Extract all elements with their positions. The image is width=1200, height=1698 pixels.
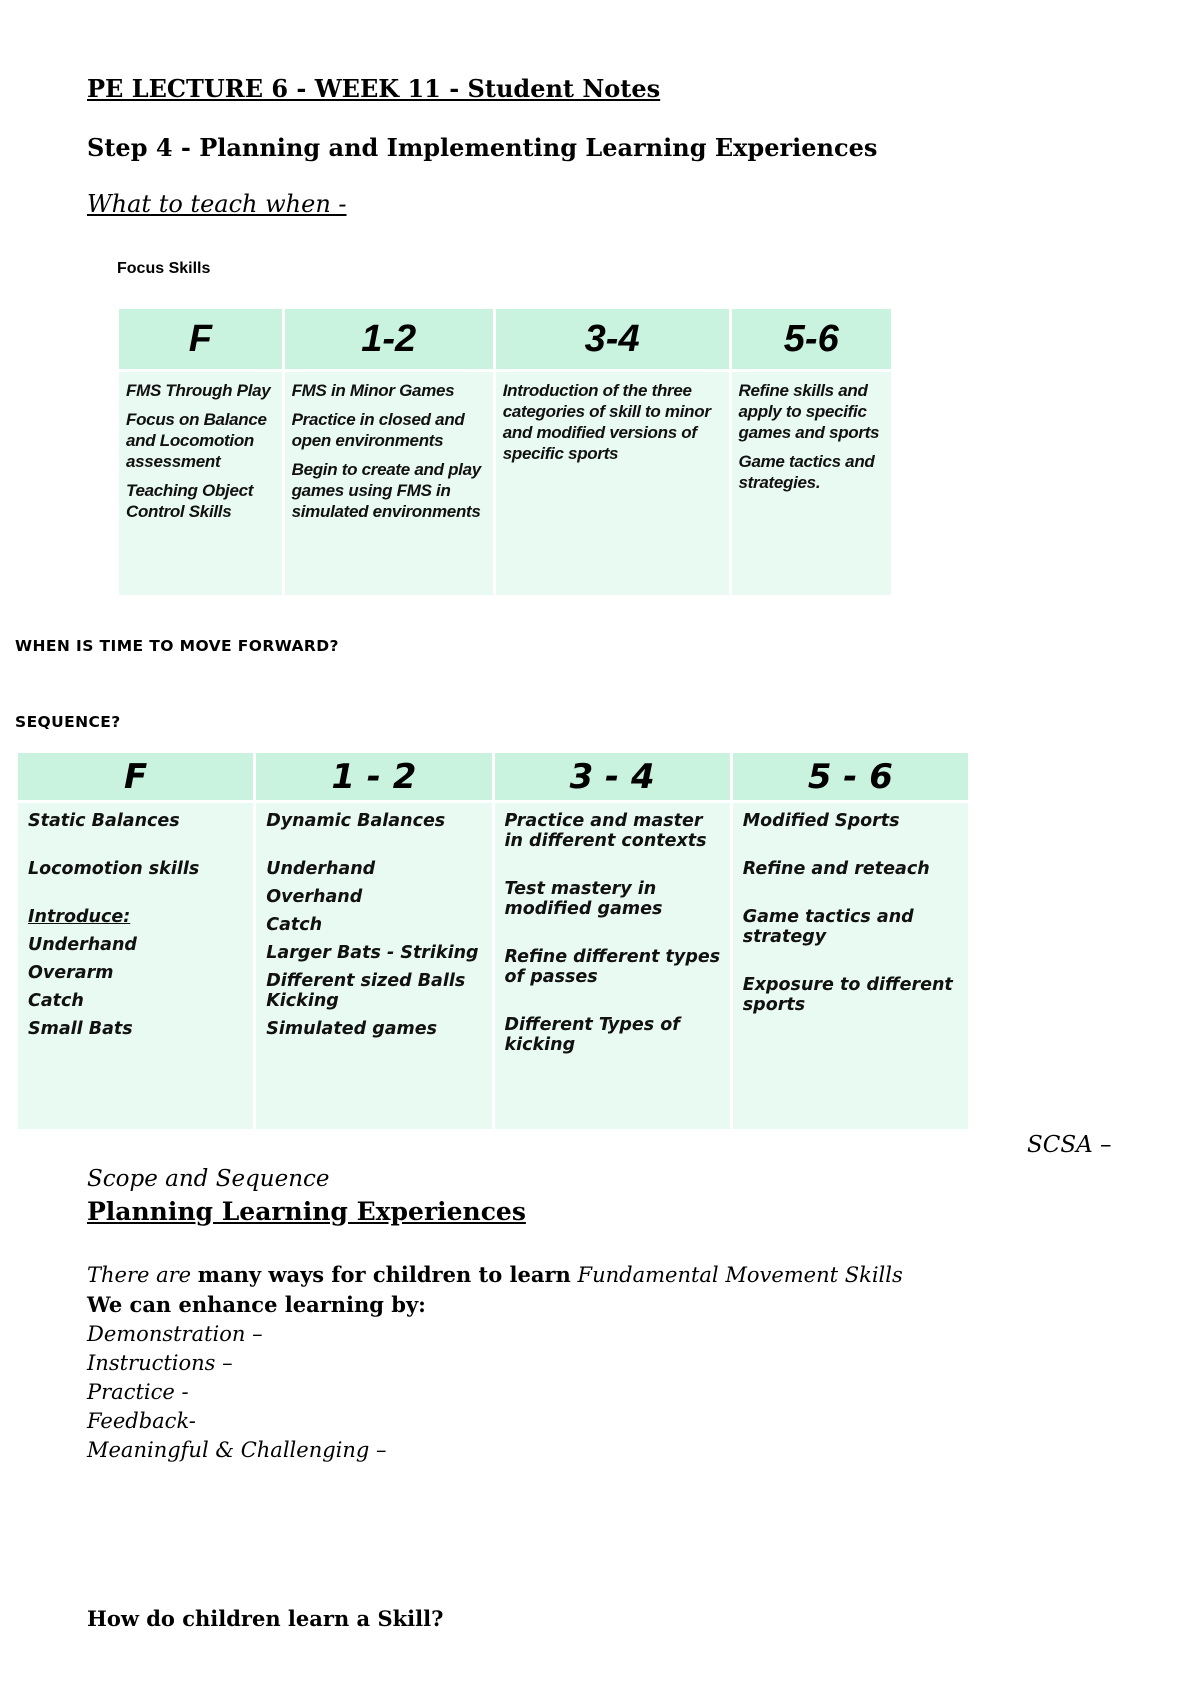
- focus-cell-5-6: [732, 372, 891, 595]
- sequence-header-3-4: 3 - 4: [495, 753, 730, 800]
- method-item: [87, 1378, 1087, 1407]
- focus-cell-f: [119, 372, 282, 595]
- focus-skills-label: Focus Skills: [117, 260, 211, 277]
- sequence-item: Different sized Balls Kicking: [266, 971, 466, 1011]
- method-practice: Practice -: [87, 1380, 189, 1404]
- intro-part-3: Fundamental Movement Skills: [577, 1263, 903, 1287]
- enhance-line: [87, 1290, 1087, 1320]
- focus-item: Teaching Object Control Skills: [126, 481, 254, 521]
- sequence-item: Modified Sports: [742, 811, 900, 831]
- sequence-item: Overarm: [28, 963, 114, 983]
- sequence-item: Underhand: [28, 935, 137, 955]
- focus-item: Game tactics and strategies.: [738, 452, 875, 492]
- sequence-item: Test mastery in modified games: [504, 879, 663, 919]
- sequence-item: Introduce:: [28, 907, 131, 927]
- scsa-label: SCSA –: [1027, 1132, 1112, 1158]
- sequence-item: Simulated games: [266, 1019, 438, 1039]
- intro-part-2: many ways for children to learn: [197, 1262, 571, 1287]
- what-to-teach-heading: What to teach when -: [87, 190, 347, 218]
- sequence-header-5-6: 5 - 6: [733, 753, 968, 800]
- focus-item: Introduction of the three categories of skill to minor and modified versions of specific sports: [502, 381, 711, 463]
- sequence-item: Different Types of kicking: [504, 1015, 680, 1055]
- focus-item: Begin to create and play games using FMS in simulated environments: [291, 460, 481, 521]
- enhance-text: We can enhance learning by:: [87, 1292, 426, 1317]
- sequence-item: Practice and master in different contexts: [504, 811, 707, 851]
- sequence-item: Locomotion skills: [28, 859, 200, 879]
- sequence-cell-1-2: [256, 803, 491, 1129]
- sequence-cell-3-4: [495, 803, 730, 1129]
- focus-item: Refine skills and apply to specific games and sports: [738, 381, 880, 442]
- sequence-item: Game tactics and strategy: [742, 907, 914, 947]
- sequence-item: Small Bats: [28, 1019, 133, 1039]
- sequence-cell-5-6: [733, 803, 968, 1129]
- intro-line: [87, 1260, 1087, 1290]
- how-children-learn-question: How do children learn a Skill?: [87, 1606, 444, 1631]
- focus-item: FMS in Minor Games: [291, 381, 455, 400]
- focus-cell-1-2: [285, 372, 493, 595]
- sequence-item: Refine and reteach: [742, 859, 930, 879]
- sequence-item: Refine different types of passes: [504, 947, 721, 987]
- focus-skills-table: [116, 306, 894, 598]
- method-meaningful: Meaningful & Challenging –: [87, 1438, 387, 1462]
- step-heading: Step 4 - Planning and Implementing Learning Experiences: [87, 133, 878, 162]
- sequence-table: [15, 750, 971, 1132]
- focus-header-5-6: 5-6: [732, 309, 891, 369]
- sequence-item: Static Balances: [28, 811, 180, 831]
- method-item: [87, 1436, 1087, 1465]
- focus-item: FMS Through Play: [126, 381, 271, 400]
- sequence-item: Larger Bats - Striking: [266, 943, 479, 963]
- method-item: [87, 1320, 1087, 1349]
- sequence-header-1-2: 1 - 2: [256, 753, 491, 800]
- focus-header-f: F: [119, 309, 282, 369]
- sequence-item: Catch: [266, 915, 323, 935]
- focus-item: Focus on Balance and Locomotion assessment: [126, 410, 267, 471]
- method-item: [87, 1349, 1087, 1378]
- sequence-item: Dynamic Balances: [266, 811, 446, 831]
- planning-heading: Planning Learning Experiences: [87, 1197, 526, 1226]
- page-title: PE LECTURE 6 - WEEK 11 - Student Notes: [87, 74, 661, 103]
- focus-cell-3-4: [496, 372, 729, 595]
- sequence-header-f: F: [18, 753, 253, 800]
- sequence-item: Underhand: [266, 859, 376, 879]
- planning-notes: [87, 1260, 1087, 1465]
- intro-part-1: There are: [87, 1263, 192, 1287]
- sequence-item: Overhand: [266, 887, 363, 907]
- when-question: WHEN IS TIME TO MOVE FORWARD?: [15, 637, 339, 655]
- sequence-question: SEQUENCE?: [15, 713, 121, 731]
- scope-and-sequence-label: Scope and Sequence: [87, 1166, 330, 1192]
- method-item: [87, 1407, 1087, 1436]
- sequence-item: Exposure to different sports: [742, 975, 953, 1015]
- focus-header-3-4: 3-4: [496, 309, 729, 369]
- method-feedback: Feedback-: [87, 1409, 196, 1433]
- sequence-item: Catch: [28, 991, 84, 1011]
- method-instructions: Instructions –: [87, 1351, 233, 1375]
- method-demonstration: Demonstration –: [87, 1322, 263, 1346]
- sequence-cell-f: [18, 803, 253, 1129]
- focus-item: Practice in closed and open environments: [291, 410, 465, 450]
- focus-header-1-2: 1-2: [285, 309, 493, 369]
